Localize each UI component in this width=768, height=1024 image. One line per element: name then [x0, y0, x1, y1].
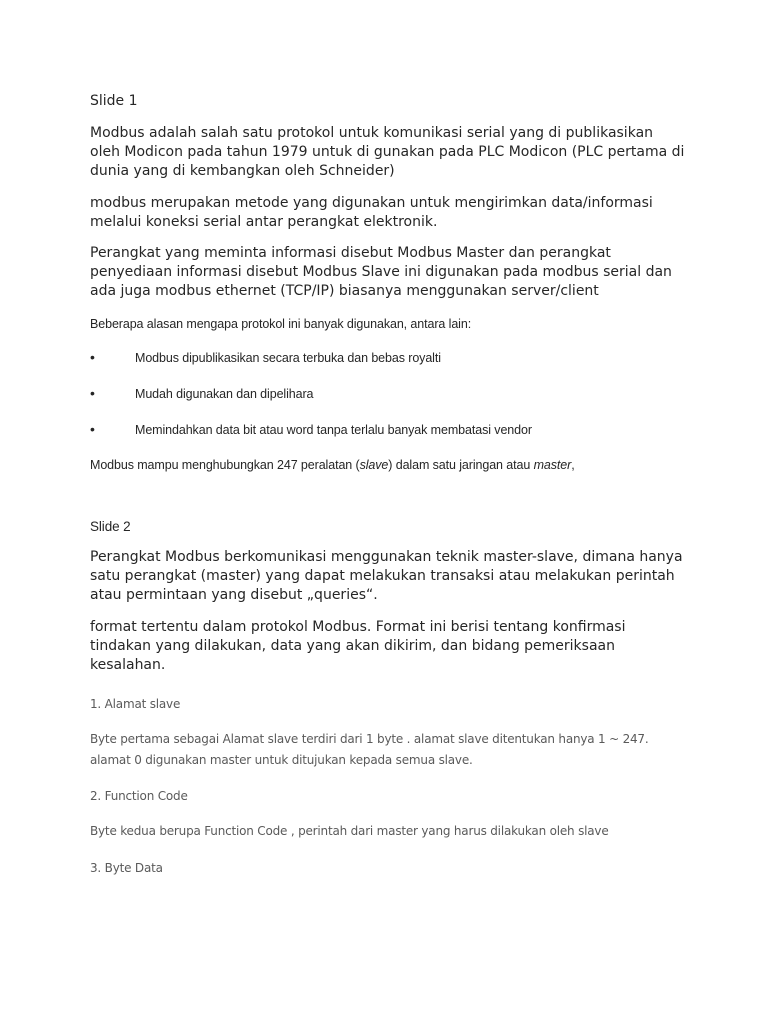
slide2-paragraph-2: [90, 618, 625, 675]
item-2-description: Byte kedua berupa Function Code , perintah dari master yang harus dilakukan oleh slave: [90, 824, 609, 838]
italic-term-slave: slave: [359, 458, 389, 472]
text-fragment: Modbus mampu menghubungkan 247 peralatan (: [90, 458, 360, 472]
text-line: ada juga modbus ethernet (TCP/IP) biasanya menggunakan server/client: [90, 283, 599, 299]
text-line: Byte pertama sebagai Alamat slave terdiri dari 1 byte . alamat slave ditentukan hanya 1 ~ 247.: [90, 732, 649, 746]
text-line: Perangkat yang meminta informasi disebut Modbus Master dan perangkat: [90, 245, 611, 261]
text-line: modbus merupakan metode yang digunakan untuk mengirimkan data/informasi: [90, 195, 653, 211]
text-line: alamat 0 digunakan master untuk ditujukan kepada semua slave.: [90, 753, 473, 767]
slide1-closing-line: [90, 456, 575, 474]
text-line: Perangkat Modbus berkomunikasi menggunakan teknik master-slave, dimana hanya: [90, 549, 683, 565]
bullet-icon: •: [90, 385, 95, 401]
slide1-paragraph-1: [90, 124, 684, 181]
text-line: Modbus adalah salah satu protokol untuk komunikasi serial yang di publikasikan: [90, 125, 654, 141]
text-line: dunia yang di kembangkan oleh Schneider): [90, 163, 395, 179]
text-line: penyediaan informasi disebut Modbus Slave ini digunakan pada modbus serial dan: [90, 264, 672, 280]
bullet-icon: •: [90, 349, 95, 365]
text-line: atau permintaan yang disebut „queries“.: [90, 587, 378, 603]
item-2-title: 2. Function Code: [90, 789, 188, 803]
text-line: tindakan yang dilakukan, data yang akan dikirim, dan bidang pemeriksaan: [90, 638, 615, 654]
slide2-paragraph-1: [90, 548, 683, 605]
list-item: Mudah digunakan dan dipelihara: [135, 387, 314, 401]
slide1-paragraph-2: [90, 194, 653, 232]
text-line: kesalahan.: [90, 657, 166, 673]
italic-term-master: master: [533, 458, 572, 472]
item-3-title: 3. Byte Data: [90, 861, 163, 875]
list-item: Modbus dipublikasikan secara terbuka dan bebas royalti: [135, 351, 441, 365]
text-line: oleh Modicon pada tahun 1979 untuk di gunakan pada PLC Modicon (PLC pertama di: [90, 144, 685, 160]
list-item: Memindahkan data bit atau word tanpa terlalu banyak membatasi vendor: [135, 423, 532, 437]
slide1-heading: Slide 1: [90, 93, 138, 109]
text-line: format tertentu dalam protokol Modbus. Format ini berisi tentang konfirmasi: [90, 619, 626, 635]
slide1-paragraph-3: [90, 244, 672, 301]
text-line: melalui koneksi serial antar perangkat elektronik.: [90, 214, 438, 230]
bullet-icon: •: [90, 421, 95, 437]
text-fragment: ) dalam satu jaringan atau: [388, 458, 534, 472]
text-fragment: ,: [571, 458, 575, 472]
item-1-title: 1. Alamat slave: [90, 697, 181, 711]
item-1-description: [90, 729, 648, 771]
slide2-heading: Slide 2: [90, 519, 131, 534]
reasons-intro: Beberapa alasan mengapa protokol ini banyak digunakan, antara lain:: [90, 317, 472, 331]
text-line: satu perangkat (master) yang dapat melakukan transaksi atau melakukan perintah: [90, 568, 675, 584]
